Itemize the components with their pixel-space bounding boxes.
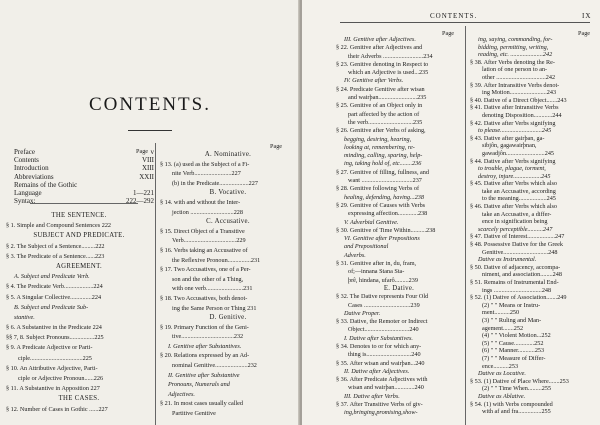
section-heading: THE SENTENCE.	[51, 212, 107, 219]
section-heading: A. Nominative.	[204, 151, 252, 158]
front-matter-item	[14, 164, 154, 172]
subsection-entry: stantive.	[14, 313, 35, 321]
section-heading: C. Accusative.	[206, 218, 250, 226]
subsection-entry: ing, taking hold of, etc........236	[344, 160, 422, 168]
toc-entry: § 12. Number of Cases in Gothic ......227	[6, 405, 108, 413]
toc-entry: § 5. A Singular Collective..............224	[6, 293, 102, 301]
toc-entry: § 6. A Substantive in the Predicate 224	[6, 324, 102, 332]
toc-entry: § 40. Dative of a Direct Object.......243	[470, 96, 567, 104]
subsection-entry: Pronouns, Numerals and	[168, 381, 230, 389]
front-matter-item	[14, 197, 154, 205]
subsection-entry: destroy, injure..................245	[478, 172, 551, 180]
toc-entry: § 3. The Predicate of a Sentence......223	[6, 252, 105, 260]
toc-entry: ment..........250	[482, 309, 520, 317]
toc-entry: § 1. Simple and Compound Sentences 222	[6, 222, 112, 230]
toc-entry: take an Accusative, according	[482, 187, 556, 195]
front-matter-item	[14, 156, 154, 164]
toc-entry: § 21. In most cases usually called	[160, 400, 243, 408]
toc-entry: (3) " " Ruling and Man-	[482, 316, 542, 324]
toc-entry: ciple or Adjective Pronoun......226	[18, 375, 104, 382]
toc-entry: § 26. Genitive after Verbs of asking,	[336, 127, 426, 135]
toc-entry: § 47. Dative of Interest..................247	[470, 233, 565, 241]
toc-entry: part affected by the action of	[348, 110, 420, 118]
subsection-entry: V. Adverbial Genitive.	[344, 218, 399, 226]
right-column-1	[336, 36, 462, 418]
toc-entry: § 53. (1) Dative of Place Where.......253	[470, 377, 569, 385]
toc-entry: ing Motion........................243	[482, 89, 557, 97]
toc-entry: § 50. Dative of adjacency, accompa-	[470, 263, 561, 271]
toc-entry: § 15. Direct Object of a Transitive	[160, 227, 245, 235]
front-matter-item	[14, 181, 154, 189]
toc-entry: § 51. Remains of Instrumental End-	[470, 279, 559, 286]
subsection-entry: VI. Genitive after Prepositions	[344, 235, 420, 243]
toc-entry: tive..................................232	[172, 333, 244, 341]
front-matter-page: v	[150, 148, 154, 156]
front-matter-label: Preface	[14, 148, 35, 156]
toc-entry: § 52. (1) Dative of Association.......249	[470, 294, 567, 302]
front-matter-label: Contents	[14, 156, 39, 165]
toc-entry: § 22. Genitive after Adjectives and	[336, 44, 423, 52]
toc-entry: lation of one person to an-	[482, 66, 548, 74]
left-column-1	[6, 211, 152, 415]
toc-entry: § 2. The Subject of a Sentence.........222	[6, 242, 105, 250]
toc-entry: ing the Same Person or Thing 231	[172, 304, 257, 312]
toc-entry: of;—innana Stana Sta-	[348, 268, 405, 276]
subsection-entry: A. Subject and Predicate Verb.	[14, 273, 90, 281]
front-matter-page: VIII	[141, 156, 154, 165]
front-matter-item	[14, 173, 154, 181]
toc-entry: § 33. Dative, the Remoter or Indirect	[336, 318, 428, 326]
toc-entry: jection ............................228	[172, 208, 243, 216]
title-rule	[128, 130, 172, 131]
toc-entry: (2) " " Time When.........255	[482, 385, 552, 393]
running-head: CONTENTS.	[430, 12, 478, 20]
toc-entry: § 35. After wisan and wairþan...240	[336, 359, 425, 367]
toc-entry: sibjôn, gagawairþnan,	[482, 142, 537, 150]
section-heading: E. Dative.	[383, 284, 415, 292]
toc-entry: (4) " " Violent Motion...252	[482, 332, 551, 340]
toc-entry: § 14. with and without the Inter-	[160, 198, 241, 206]
subsection-entry: and Prepositional	[344, 243, 389, 251]
subsection-entry: B. Subject and Predicate Sub-	[14, 303, 89, 311]
right-col2-page-header: Page	[578, 30, 591, 37]
toc-entry: thing is.............................240	[348, 351, 421, 359]
subsection-entry: looking at, remembering, re-	[344, 143, 415, 151]
front-matter-label: Abbreviations	[14, 172, 54, 181]
toc-entry: § 44. Dative after Verbs signifying	[470, 157, 556, 165]
toc-entry: Partitive Genitive	[172, 410, 216, 418]
subsection-entry: healing, defending, having...238	[344, 193, 424, 201]
toc-entry: § 25. Genitive of an Object only in	[336, 102, 423, 110]
toc-entry: ings ...............................248	[482, 286, 552, 294]
toc-entry: § 10. An Attributive Adjective, Parti-	[6, 364, 98, 372]
left-column-2	[160, 150, 296, 419]
toc-entry: Cases ..............................239	[348, 301, 420, 309]
toc-entry: (2) " " Means or Instru-	[482, 301, 541, 309]
right-column-divider	[465, 26, 466, 425]
subsection-entry: III. Genitive after Adjectives.	[344, 36, 416, 43]
toc-entry: § 39. After Intransitive Verbs denot-	[470, 81, 560, 89]
subsection-entry: I. Genitive after Substantives.	[168, 342, 242, 350]
section-heading: SUBJECT AND PREDICATE.	[33, 232, 125, 240]
toc-entry: expressing affection.............238	[348, 210, 428, 218]
section-heading: B. Vocative.	[209, 189, 247, 197]
toc-entry: and wairþan.........................235	[348, 94, 427, 102]
toc-entry: Genitive.............................248	[482, 248, 558, 256]
right-col1-page-header: Page	[442, 30, 455, 37]
toc-entry: the verb.............................235	[348, 118, 423, 126]
toc-entry: nominal Genitive.....................232	[172, 362, 257, 370]
toc-entry: § 18. Two Accusatives, both denot-	[160, 294, 248, 302]
section-heading: D. Genitive.	[209, 314, 247, 322]
subsection-entry: to please...........................245	[478, 127, 552, 135]
toc-entry: þrê, hindana, ufarô.........239	[348, 276, 418, 284]
toc-entry: § 28. Genitive following Verbs of	[336, 185, 420, 193]
toc-entry: other ................................242	[482, 73, 556, 81]
subsection-entry: Adjectives.	[168, 390, 195, 398]
subsection-entry: reading, etc. .....................242	[478, 51, 553, 59]
subsection-entry: Dative as Locative.	[478, 370, 526, 378]
column-divider	[155, 143, 156, 425]
subsection-entry: ing, saying, commanding, for-	[478, 36, 553, 43]
toc-entry: § 36. After Predicate Adjectives with	[336, 376, 428, 384]
front-matter-page: 1—221	[133, 188, 154, 197]
subsection-entry: IV. Genitive after Verbs.	[344, 77, 404, 85]
toc-entry: to the meaning..................245	[482, 195, 556, 203]
toc-entry: § 17. Two Accusatives, one of a Per-	[160, 266, 251, 274]
front-matter-page: 222—292	[126, 197, 154, 206]
toc-entry: § 24. Predicate Genitive after wisan	[336, 85, 425, 93]
subsection-entry: bidding, permitting, writing,	[478, 43, 549, 51]
toc-entry: § 9. A Predicate Adjective or Parti-	[6, 344, 93, 352]
divider-rule	[30, 203, 138, 204]
folio: IX	[582, 12, 592, 20]
front-matter-label: Remains of the Gothic	[14, 180, 78, 189]
section-heading: THE CASES.	[58, 395, 100, 403]
subsection-entry: II. Dative after Adjectives.	[344, 367, 410, 375]
toc-entry: § 54. (1) with Verbs compounded	[470, 400, 553, 408]
toc-entry: (5) " " Cause.............252	[482, 339, 544, 347]
toc-entry: with af and fra...............255	[482, 408, 551, 416]
subsection-entry: scarcely perceptible..........247	[478, 225, 553, 233]
front-matter-label: Syntax:	[14, 197, 36, 206]
subsection-entry: minding, calling, sparing, help-	[344, 152, 423, 160]
toc-entry: § 45. Dative after Verbs which also	[470, 180, 558, 188]
subsection-entry: Dative as Instrumental.	[478, 256, 537, 264]
toc-entry: § 31. Genitive after in, du, fram,	[336, 260, 417, 268]
subsection-entry: III. Dative after Verbs.	[344, 392, 400, 400]
page-title: CONTENTS.	[89, 94, 211, 115]
toc-entry: son and the other of a Thing,	[172, 275, 244, 283]
toc-entry: § 30. Genitive of Time Within..........238	[336, 226, 436, 234]
toc-entry: § 23. Genitive denoting in Respect to	[336, 60, 429, 68]
toc-entry: § 46. Dative after Verbs which also	[470, 203, 558, 211]
col1-page-header: Page	[136, 148, 149, 155]
toc-entry: §§ 7, 8. Subject Pronouns................225	[6, 334, 104, 342]
toc-entry: (7) " " Measure of Differ-	[482, 354, 546, 362]
subsection-entry: I. Dative after Substantives.	[344, 334, 413, 342]
toc-entry: which an Adjective is used...235	[348, 69, 429, 77]
toc-entry: (b) in the Predicate...................227	[172, 179, 258, 187]
col2-page-header: Page	[270, 143, 283, 150]
front-matter-item	[14, 189, 154, 197]
subsection-entry: II. Genitive after Substantive	[168, 371, 240, 379]
toc-entry: Object.............................240	[348, 326, 419, 334]
toc-entry: gawadjôn.........................245	[482, 149, 555, 157]
toc-entry: § 48. Possessive Dative for the Greek	[470, 241, 563, 249]
toc-entry: § 37. After Transitive Verbs of giv-	[336, 401, 423, 409]
toc-entry: Verb..................................229	[172, 237, 246, 245]
toc-entry: § 4. The Predicate Verb...................224	[6, 283, 103, 291]
toc-entry: § 43. Dative after gairþan, ga-	[470, 134, 545, 142]
toc-entry: § 42. Dative after Verbs signifying	[470, 119, 556, 127]
front-matter-list	[14, 148, 154, 205]
subsection-entry: Dative Proper.	[344, 309, 381, 317]
toc-entry: take an Accusative, a differ-	[482, 210, 552, 218]
right-column-2	[470, 36, 596, 416]
front-matter-label: Introduction	[14, 164, 49, 173]
section-heading: AGREEMENT.	[55, 262, 103, 270]
toc-entry: (6) " " Manner...........253	[482, 347, 545, 355]
toc-entry: with one verb........................231	[172, 285, 253, 293]
toc-entry: § 16. Verbs taking an Accusative of	[160, 246, 248, 254]
toc-entry: § 11. A Substantive in Apposition 227	[6, 385, 100, 393]
subsection-entry: begging, desiring, hearing,	[344, 135, 412, 143]
toc-entry: denoting Disposition............244	[482, 111, 562, 119]
toc-entry: wisan and wairþan.............240	[348, 384, 424, 392]
subsection-entry: to trouble, plague, torment,	[478, 165, 546, 173]
toc-entry: the Reflexive Pronoun...............231	[172, 256, 261, 264]
toc-entry: nite Verb........................227	[172, 170, 241, 178]
toc-entry: § 27. Genitive of filling, fullness, and	[336, 168, 429, 176]
toc-entry: ence..........253	[482, 362, 519, 370]
head-rule	[340, 22, 590, 23]
toc-entry: § 20. Relations expressed by an Ad-	[160, 352, 250, 360]
toc-entry: § 13. (a) used as the Subject of a Fi-	[160, 160, 250, 168]
toc-entry: § 32. The Dative represents Four Old	[336, 293, 429, 301]
toc-entry: § 34. Denotes to or for which any-	[336, 342, 422, 350]
subsection-entry: Adverbs.	[344, 251, 366, 259]
toc-entry: ence in signification being	[482, 218, 548, 226]
subsection-entry: Dative as Ablative.	[478, 392, 526, 400]
toc-entry: want .................................237	[348, 177, 422, 185]
toc-entry: agement.......252	[482, 324, 524, 332]
front-matter-page: XIII	[141, 164, 154, 173]
right-page	[302, 0, 600, 425]
toc-entry: ciple..................................225	[18, 354, 92, 362]
toc-entry: their Adverbs ..........................234	[348, 52, 433, 60]
front-matter-item	[14, 148, 154, 156]
toc-entry: niment, and association........248	[482, 271, 562, 279]
subsection-entry: ing,bringing,promising,show-	[344, 409, 418, 417]
front-matter-label: Language	[14, 188, 42, 197]
toc-entry: § 38. After Verbs denoting the Re-	[470, 58, 555, 66]
toc-entry: § 19. Primary Function of the Geni-	[160, 323, 249, 331]
front-matter-page: XXII	[139, 172, 154, 181]
toc-entry: § 29. Genitive of Causes with Verbs	[336, 201, 426, 209]
toc-entry: § 41. Dative after Intransitive Verbs	[470, 104, 559, 112]
